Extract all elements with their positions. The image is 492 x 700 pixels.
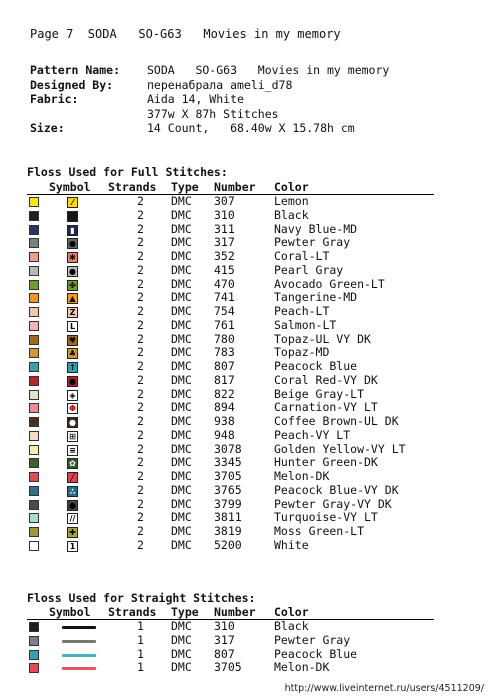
number-cell: 3799 — [214, 496, 242, 511]
color-swatch — [29, 445, 39, 455]
color-swatch — [29, 486, 39, 496]
table-row — [0, 291, 492, 305]
stitch-symbol-icon: Z — [67, 307, 78, 318]
color-swatch — [29, 403, 39, 413]
number-cell: 783 — [214, 345, 235, 360]
table-row — [0, 429, 492, 443]
number-cell: 3705 — [214, 469, 242, 483]
stitch-symbol-icon: L — [67, 321, 78, 332]
strands-cell: 2 — [137, 331, 144, 346]
header-number: Number — [214, 180, 256, 194]
color-swatch — [29, 335, 39, 345]
number-cell: 938 — [214, 414, 235, 428]
number-cell: 3078 — [214, 441, 242, 456]
color-name-cell: Hunter Green-DK — [274, 455, 378, 470]
color-name-cell: Golden Yellow-VY LT — [274, 441, 406, 456]
type-cell: DMC — [171, 207, 192, 222]
meta-label: Fabric: — [30, 92, 79, 106]
color-swatch — [29, 252, 39, 262]
color-name-cell: Melon-DK — [274, 469, 330, 483]
stitch-symbol-icon: ♣ — [68, 349, 77, 359]
table-row — [0, 539, 492, 553]
table-row — [0, 236, 492, 250]
table-row — [0, 346, 492, 360]
table-row — [0, 634, 492, 648]
color-name-cell: Beige Gray-LT — [274, 386, 365, 401]
table-row — [0, 195, 492, 209]
meta-label: Designed By: — [30, 77, 114, 92]
color-swatch — [29, 390, 39, 400]
header-strands: Strands — [108, 605, 157, 619]
color-name-cell: Black — [274, 619, 309, 633]
table-row — [0, 456, 492, 470]
stitch-symbol-icon: Φ — [67, 403, 78, 414]
color-swatch — [29, 500, 39, 510]
number-cell: 3705 — [214, 660, 242, 675]
stitch-symbol-icon: ╱ — [67, 472, 78, 483]
table-row — [0, 620, 492, 634]
color-name-cell: Coral-LT — [274, 249, 330, 263]
number-cell: 3811 — [214, 510, 242, 525]
table-row — [0, 415, 492, 429]
number-cell: 822 — [214, 386, 235, 401]
strands-cell: 2 — [137, 510, 144, 525]
color-swatch — [29, 431, 39, 441]
strands-cell: 1 — [137, 619, 144, 633]
type-cell: DMC — [171, 262, 192, 277]
strands-cell: 2 — [137, 290, 144, 305]
strands-cell: 2 — [137, 496, 144, 511]
number-cell: 894 — [214, 400, 235, 415]
straight-stitch-line-icon — [62, 640, 96, 643]
header-color: Color — [274, 180, 309, 194]
number-cell: 3345 — [214, 455, 242, 470]
type-cell: DMC — [171, 249, 192, 263]
color-name-cell: Tangerine-MD — [274, 290, 358, 305]
color-swatch — [29, 541, 39, 551]
stitch-symbol-icon: ● — [67, 238, 78, 249]
color-swatch — [29, 321, 39, 331]
strands-cell: 2 — [137, 386, 144, 401]
strands-cell: 2 — [137, 345, 144, 360]
strands-cell: 2 — [137, 262, 144, 277]
color-name-cell: Avocado Green-LT — [274, 276, 385, 291]
type-cell: DMC — [171, 482, 192, 497]
number-cell: 741 — [214, 290, 235, 305]
strands-cell: 2 — [137, 235, 144, 250]
number-cell: 780 — [214, 331, 235, 346]
number-cell: 310 — [214, 207, 235, 222]
stitch-symbol-icon: ● — [67, 376, 78, 387]
color-swatch — [29, 376, 39, 386]
color-swatch — [29, 458, 39, 468]
color-name-cell: Peacock Blue — [274, 359, 358, 373]
meta-label: Pattern Name: — [30, 63, 121, 77]
number-cell: 754 — [214, 304, 235, 318]
type-cell: DMC — [171, 235, 192, 250]
table-row — [0, 498, 492, 512]
table-row — [0, 374, 492, 388]
color-name-cell: Pearl Gray — [274, 262, 344, 277]
strands-cell: 2 — [137, 359, 144, 373]
number-cell: 470 — [214, 276, 235, 291]
meta-value: перенабрала ameli_d78 — [147, 77, 293, 92]
type-cell: DMC — [171, 372, 192, 387]
table-row — [0, 470, 492, 484]
color-name-cell: Black — [274, 207, 309, 222]
table-row — [0, 525, 492, 539]
stitch-symbol-icon: ✤ — [67, 280, 78, 291]
straight-stitch-line-icon — [62, 667, 96, 670]
type-cell: DMC — [171, 276, 192, 291]
strands-cell: 2 — [137, 317, 144, 332]
color-swatch — [29, 238, 39, 248]
color-name-cell: Pewter Gray — [274, 632, 351, 647]
number-cell: 352 — [214, 249, 235, 263]
meta-value: 14 Count, 68.40w X 15.78h cm — [147, 121, 355, 135]
strands-cell: 2 — [137, 372, 144, 387]
color-name-cell: Salmon-LT — [274, 317, 337, 332]
type-cell: DMC — [171, 537, 192, 552]
fabric-row — [30, 92, 389, 107]
type-cell: DMC — [171, 660, 192, 675]
color-swatch — [29, 266, 39, 276]
straight-table-header — [0, 605, 492, 619]
type-cell: DMC — [171, 221, 192, 236]
type-cell: DMC — [171, 427, 192, 442]
type-cell: DMC — [171, 290, 192, 305]
number-cell: 3765 — [214, 482, 242, 497]
color-swatch — [29, 417, 39, 427]
header-type: Type — [171, 180, 199, 194]
color-name-cell: Turquoise-VY LT — [274, 510, 378, 525]
strands-cell: 2 — [137, 207, 144, 222]
stitch-symbol-icon: ◈ — [67, 390, 78, 401]
color-name-cell: White — [274, 537, 309, 552]
type-cell: DMC — [171, 455, 192, 470]
number-cell: 307 — [214, 194, 235, 208]
stitch-symbol-icon: ✚ — [67, 527, 78, 538]
number-cell: 5200 — [214, 537, 242, 552]
color-swatch — [29, 650, 39, 660]
color-name-cell: Melon-DK — [274, 660, 330, 675]
stitch-symbol-icon: ✿ — [67, 458, 78, 469]
color-name-cell: Pewter Gray-VY DK — [274, 496, 392, 511]
table-row — [0, 333, 492, 347]
table-row — [0, 319, 492, 333]
stitch-symbol-icon — [67, 211, 78, 222]
color-name-cell: Peacock Blue-VY DK — [274, 482, 399, 497]
stitch-symbol-icon: ▲ — [67, 293, 78, 304]
designed-by-row — [30, 78, 389, 93]
type-cell: DMC — [171, 400, 192, 415]
table-row — [0, 388, 492, 402]
table-row — [0, 223, 492, 237]
color-swatch — [29, 636, 39, 646]
strands-cell: 2 — [137, 524, 144, 538]
table-row — [0, 648, 492, 662]
color-swatch — [29, 472, 39, 482]
color-swatch — [29, 225, 39, 235]
number-cell: 807 — [214, 359, 235, 373]
type-cell: DMC — [171, 441, 192, 456]
number-cell: 310 — [214, 619, 235, 633]
color-swatch — [29, 280, 39, 290]
stitch-symbol-icon: ♥ — [68, 335, 77, 345]
color-name-cell: Peach-VY LT — [274, 427, 351, 442]
color-name-cell: Pewter Gray — [274, 235, 351, 250]
header-color: Color — [274, 605, 309, 619]
color-swatch — [29, 293, 39, 303]
color-swatch — [29, 348, 39, 358]
table-row — [0, 209, 492, 223]
strands-cell: 2 — [137, 304, 144, 318]
type-cell: DMC — [171, 194, 192, 208]
table-row — [0, 511, 492, 525]
strands-cell: 2 — [137, 441, 144, 456]
type-cell: DMC — [171, 619, 192, 633]
strands-cell: 2 — [137, 537, 144, 552]
table-row — [0, 250, 492, 264]
type-cell: DMC — [171, 414, 192, 428]
stitch-symbol-icon: ≡ — [67, 445, 78, 456]
strands-cell: 2 — [137, 427, 144, 442]
strands-cell: 2 — [137, 400, 144, 415]
strands-cell: 2 — [137, 482, 144, 497]
number-cell: 317 — [214, 632, 235, 647]
color-swatch — [29, 307, 39, 317]
stitch-symbol-icon: ⁄ — [67, 197, 78, 208]
type-cell: DMC — [171, 359, 192, 373]
type-cell: DMC — [171, 524, 192, 538]
header-number: Number — [214, 605, 256, 619]
color-name-cell: Moss Green-LT — [274, 524, 365, 538]
color-name-cell: Carnation-VY LT — [274, 400, 378, 415]
header-symbol: Symbol — [49, 180, 91, 194]
type-cell: DMC — [171, 646, 192, 661]
header-type: Type — [171, 605, 199, 619]
strands-cell: 2 — [137, 414, 144, 428]
color-swatch — [29, 527, 39, 537]
color-name-cell: Lemon — [274, 194, 309, 208]
color-swatch — [29, 362, 39, 372]
meta-value: Aida 14, White — [147, 92, 244, 106]
number-cell: 415 — [214, 262, 235, 277]
color-swatch — [29, 663, 39, 673]
pattern-info — [30, 63, 389, 136]
stitch-symbol-icon: ⊞ — [67, 431, 78, 442]
color-name-cell: Peacock Blue — [274, 646, 358, 661]
color-swatch — [29, 211, 39, 221]
table-row — [0, 401, 492, 415]
color-swatch — [29, 513, 39, 523]
strands-cell: 1 — [137, 660, 144, 675]
meta-label: Size: — [30, 121, 65, 135]
pattern-name-row — [30, 63, 389, 78]
stitch-symbol-icon: ● — [67, 500, 78, 511]
type-cell: DMC — [171, 632, 192, 647]
stitch-symbol-icon: ↑ — [67, 362, 78, 373]
number-cell: 807 — [214, 646, 235, 661]
color-name-cell: Coral Red-VY DK — [274, 372, 378, 387]
stitch-symbol-icon: ● — [67, 417, 78, 428]
type-cell: DMC — [171, 386, 192, 401]
number-cell: 948 — [214, 427, 235, 442]
header-strands: Strands — [108, 180, 157, 194]
strands-cell: 2 — [137, 469, 144, 483]
full-table-header — [0, 180, 492, 194]
color-swatch — [29, 197, 39, 207]
color-name-cell: Coffee Brown-UL DK — [274, 414, 399, 428]
table-row — [0, 305, 492, 319]
color-name-cell: Peach-LT — [274, 304, 330, 318]
strands-cell: 1 — [137, 632, 144, 647]
source-url: http://www.liveinternet.ru/users/4511209/ — [284, 683, 484, 694]
color-name-cell: Topaz-UL VY DK — [274, 331, 371, 346]
type-cell: DMC — [171, 331, 192, 346]
number-cell: 311 — [214, 221, 235, 236]
stitch-symbol-icon: ∴ — [67, 486, 78, 497]
color-name-cell: Navy Blue-MD — [274, 221, 358, 236]
stitch-symbol-icon: ● — [67, 266, 78, 277]
table-row — [0, 484, 492, 498]
strands-cell: 2 — [137, 221, 144, 236]
straight-stitches-table — [0, 620, 492, 675]
type-cell: DMC — [171, 469, 192, 483]
table-row — [0, 278, 492, 292]
type-cell: DMC — [171, 345, 192, 360]
table-row — [0, 661, 492, 675]
stitches-row — [30, 107, 389, 122]
table-row — [0, 264, 492, 278]
type-cell: DMC — [171, 496, 192, 511]
table-row — [0, 360, 492, 374]
strands-cell: 2 — [137, 249, 144, 263]
straight-stitch-line-icon — [62, 626, 96, 629]
number-cell: 317 — [214, 235, 235, 250]
type-cell: DMC — [171, 510, 192, 525]
color-name-cell: Topaz-MD — [274, 345, 330, 360]
stitch-symbol-icon: 1 — [67, 541, 78, 552]
strands-cell: 1 — [137, 646, 144, 661]
stitch-symbol-icon: ▮ — [67, 225, 78, 236]
color-swatch — [29, 622, 39, 632]
full-stitches-title: Floss Used for Full Stitches: — [27, 165, 228, 179]
number-cell: 3819 — [214, 524, 242, 538]
number-cell: 817 — [214, 372, 235, 387]
type-cell: DMC — [171, 304, 192, 318]
strands-cell: 2 — [137, 455, 144, 470]
stitch-symbol-icon: ✱ — [67, 252, 78, 263]
stitch-symbol-icon: // — [67, 513, 78, 524]
strands-cell: 2 — [137, 276, 144, 291]
header-symbol: Symbol — [49, 605, 91, 619]
full-stitches-table — [0, 195, 492, 553]
straight-stitches-title: Floss Used for Straight Stitches: — [27, 591, 256, 605]
size-row — [30, 121, 389, 136]
number-cell: 761 — [214, 317, 235, 332]
table-row — [0, 443, 492, 457]
meta-value: 377w X 87h Stitches — [147, 106, 279, 121]
straight-stitch-line-icon — [62, 654, 96, 657]
strands-cell: 2 — [137, 194, 144, 208]
page-header: Page 7 SODA SO-G63 Movies in my memory — [30, 27, 341, 41]
type-cell: DMC — [171, 317, 192, 332]
meta-value: SODA SO-G63 Movies in my memory — [147, 63, 390, 77]
